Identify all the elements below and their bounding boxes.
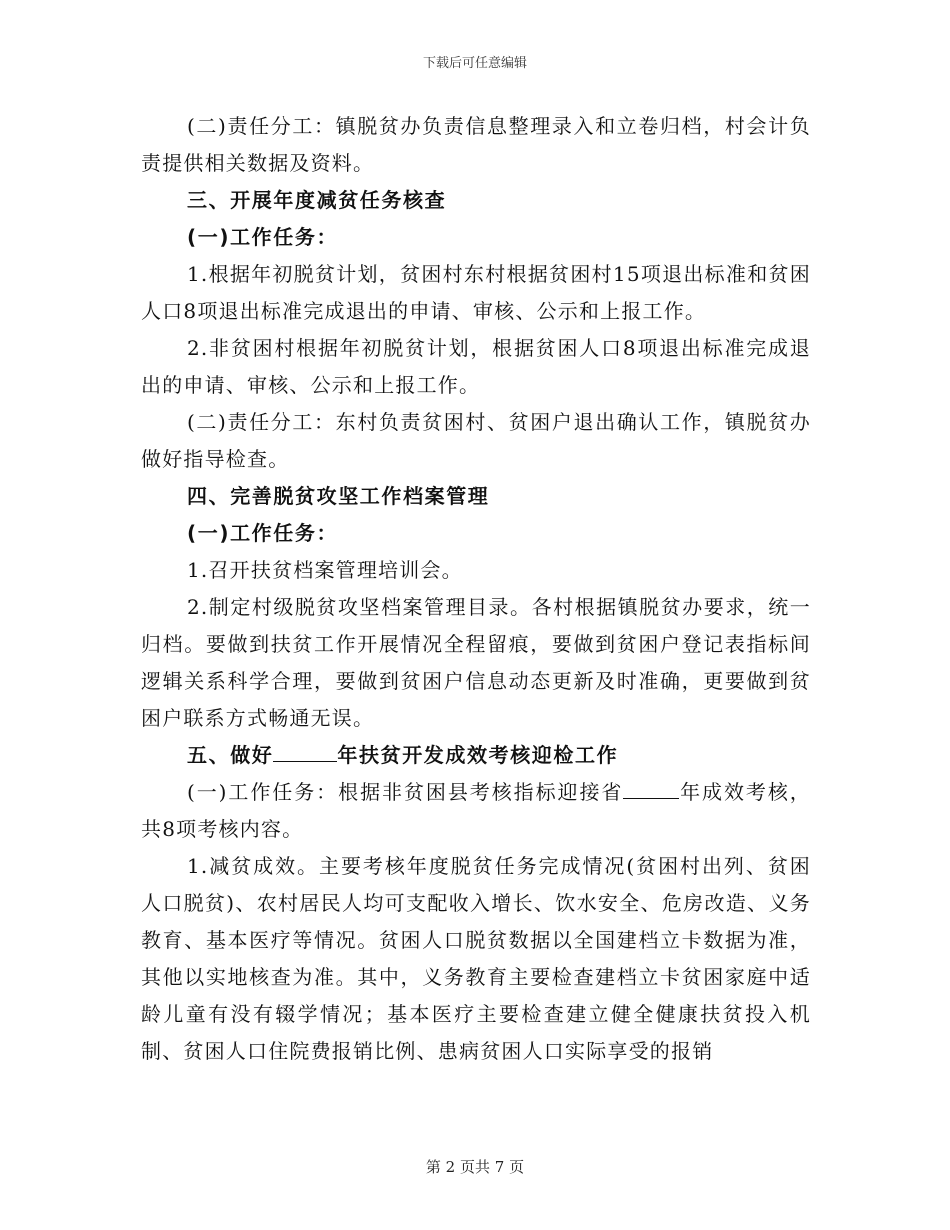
- section-heading-5: [141, 737, 811, 774]
- paragraph-responsibility-1: (二)责任分工：镇脱贫办负责信息整理录入和立卷归档，村会计负责提供相关数据及资料。: [141, 114, 811, 175]
- year-blank: [623, 780, 679, 799]
- paragraph-item-3-2: 2.非贫困村根据年初脱贫计划，根据贫困人口8项退出标准完成退出的申请、审核、公示和上报工作。: [141, 336, 811, 397]
- task-5-after-blank: 年成效考核，共8项考核内容。: [141, 780, 812, 841]
- paragraph-item-4-2: 2.制定村级脱贫攻坚档案管理目录。各村根据镇脱贫办要求，统一归档。要做到扶贫工作开展情况全程留痕，要做到贫困户登记表指标间逻辑关系科学合理，要做到贫困户信息动态更新及时准确，更要做到贫困户联系方式畅通无误。: [141, 595, 811, 730]
- page-header: 下载后可任意编辑: [422, 56, 527, 71]
- paragraph-work-task-5: [141, 774, 811, 848]
- subheading-work-task-3: (一)工作任务：: [187, 225, 339, 249]
- task-5-before-blank: (一)工作任务：根据非贫困县考核指标迎接省: [187, 780, 624, 804]
- year-blank: [273, 743, 337, 762]
- paragraph-responsibility-3: (二)责任分工：东村负责贫困村、贫困户退出确认工作，镇脱贫办做好指导检查。: [141, 410, 811, 471]
- document-body: [141, 108, 811, 1070]
- heading-5-after-blank: 年扶贫开发成效考核迎检工作: [337, 743, 619, 767]
- section-heading-4: 四、完善脱贫攻坚工作档案管理: [187, 484, 490, 508]
- paragraph-item-5-1: 1.减贫成效。主要考核年度脱贫任务完成情况(贫困村出列、贫困人口脱贫)、农村居民人均可支配收入增长、饮水安全、危房改造、义务教育、基本医疗等情况。贫困人口脱贫数据以全国建档立卡数据为准，其他以实地核查为准。其中，义务教育主要检查建档立卡贫困家庭中适龄儿童有没有辍学情况；基本医疗主要检查建立健全健康扶贫投入机制、贫困人口住院费报销比例、患病贫困人口实际享受的报销: [141, 854, 811, 1063]
- paragraph-item-3-1: 1.根据年初脱贫计划，贫困村东村根据贫困村15项退出标准和贫困人口8项退出标准完成退出的申请、审核、公示和上报工作。: [141, 262, 811, 323]
- subheading-work-task-4: (一)工作任务：: [187, 521, 339, 545]
- paragraph-item-4-1: 1.召开扶贫档案管理培训会。: [187, 558, 463, 582]
- heading-5-before-blank: 五、做好: [187, 743, 274, 767]
- section-heading-3: 三、开展年度减贫任务核查: [187, 188, 447, 212]
- page-footer: 第 2 页共 7 页: [425, 1158, 525, 1176]
